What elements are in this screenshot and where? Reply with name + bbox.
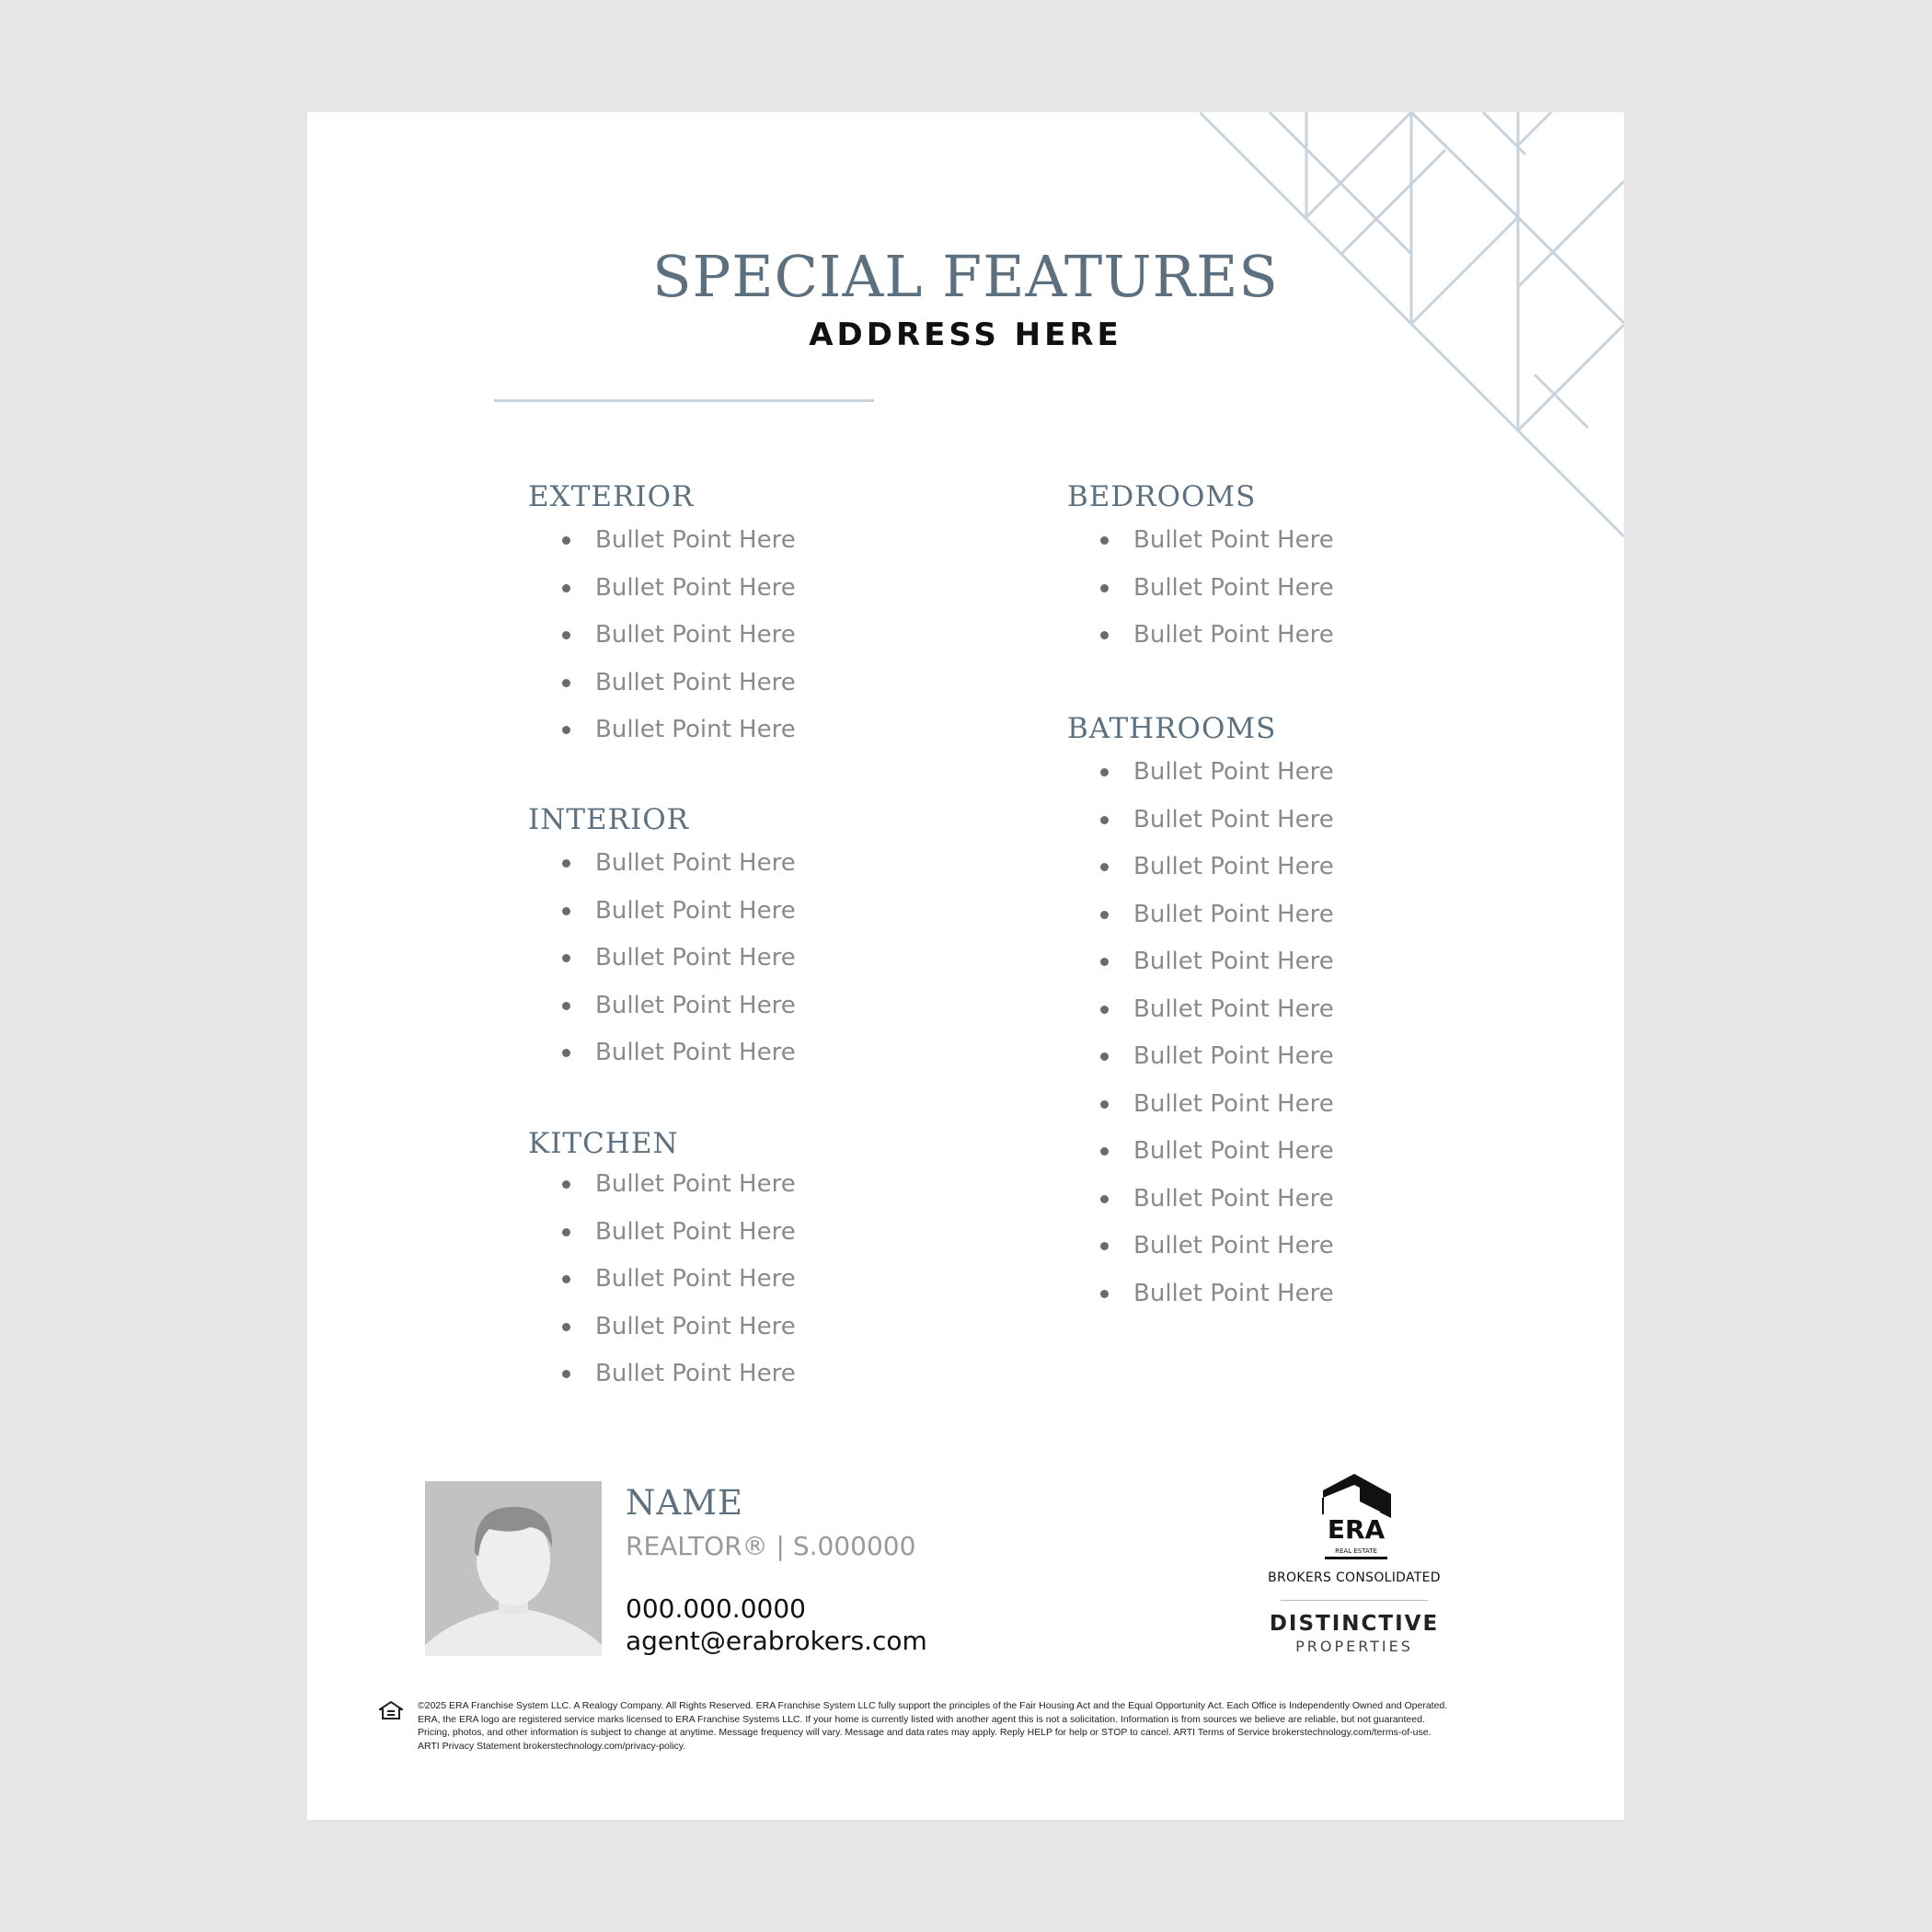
disclaimer-line: ERA, the ERA logo are registered service marks licensed to ERA Franchise Systems LLC. If your home is currently listed with another agent this is not a solicitation. Information is from sources we believe are reliable, but not guaranteed. bbox=[418, 1713, 1425, 1725]
era-logo-icon bbox=[1321, 1474, 1391, 1562]
list-item: Bullet Point Here bbox=[1100, 622, 1334, 670]
list-item: Bullet Point Here bbox=[1100, 902, 1334, 949]
agent-photo-placeholder bbox=[425, 1481, 602, 1656]
list-item: Bullet Point Here bbox=[562, 1219, 796, 1267]
list-item: Bullet Point Here bbox=[1100, 854, 1334, 902]
title-divider bbox=[494, 399, 874, 402]
page-title: SPECIAL FEATURES bbox=[652, 243, 1279, 310]
list-item: Bullet Point Here bbox=[562, 717, 796, 765]
bedrooms-heading: BEDROOMS bbox=[1067, 480, 1257, 513]
list-item: Bullet Point Here bbox=[1100, 949, 1334, 996]
list-item: Bullet Point Here bbox=[1100, 1186, 1334, 1234]
bathrooms-list bbox=[1100, 759, 1334, 1328]
list-item: Bullet Point Here bbox=[1100, 759, 1334, 807]
disclaimer-line: Pricing, photos, and other information is subject to change at anytime. Message frequency will vary. Message and data rates may apply. Reply HELP for help or STOP to cancel. ARTI Terms of Service brokerstechnology.com/terms-of-use. bbox=[418, 1727, 1432, 1738]
list-item: Bullet Point Here bbox=[562, 670, 796, 718]
bedrooms-list bbox=[1100, 527, 1334, 670]
era-logo-text: ERA bbox=[1327, 1514, 1386, 1545]
agent-name: NAME bbox=[626, 1483, 743, 1523]
agent-phone[interactable]: 000.000.0000 bbox=[626, 1593, 806, 1624]
list-item: Bullet Point Here bbox=[562, 1266, 796, 1314]
list-item: Bullet Point Here bbox=[562, 898, 796, 946]
kitchen-list bbox=[562, 1171, 796, 1409]
list-item: Bullet Point Here bbox=[562, 1171, 796, 1219]
brokerage-logo bbox=[1255, 1474, 1454, 1676]
legal-disclaimer bbox=[418, 1699, 1568, 1753]
property-address: ADDRESS HERE bbox=[809, 316, 1122, 353]
avatar-icon bbox=[425, 1481, 602, 1656]
list-item: Bullet Point Here bbox=[562, 622, 796, 670]
interior-list bbox=[562, 850, 796, 1087]
kitchen-heading: KITCHEN bbox=[528, 1127, 679, 1160]
properties-label: PROPERTIES bbox=[1295, 1638, 1413, 1655]
list-item: Bullet Point Here bbox=[1100, 1043, 1334, 1091]
list-item: Bullet Point Here bbox=[562, 945, 796, 993]
bathrooms-heading: BATHROOMS bbox=[1067, 712, 1277, 745]
equal-housing-icon bbox=[379, 1701, 403, 1721]
list-item: Bullet Point Here bbox=[1100, 575, 1334, 623]
agent-email[interactable]: agent@erabrokers.com bbox=[626, 1626, 927, 1656]
disclaimer-line: ARTI Privacy Statement brokerstechnology.com/privacy-policy. bbox=[418, 1740, 686, 1752]
flyer-page bbox=[307, 112, 1624, 1820]
list-item: Bullet Point Here bbox=[562, 993, 796, 1041]
list-item: Bullet Point Here bbox=[562, 527, 796, 575]
list-item: Bullet Point Here bbox=[1100, 527, 1334, 575]
interior-heading: INTERIOR bbox=[528, 803, 690, 836]
disclaimer-line: ©2025 ERA Franchise System LLC. A Realogy Company. All Rights Reserved. ERA Franchise System LLC fully support the principles of the Fair Housing Act and the Equal Opportunity Act. Each Office is Independently Owned and Operated. bbox=[418, 1700, 1448, 1711]
brokerage-name: BROKERS CONSOLIDATED bbox=[1268, 1570, 1441, 1585]
logo-divider bbox=[1281, 1600, 1428, 1601]
distinctive-label: DISTINCTIVE bbox=[1269, 1612, 1440, 1636]
list-item: Bullet Point Here bbox=[1100, 1281, 1334, 1328]
era-logo-subtext: REAL ESTATE bbox=[1335, 1547, 1377, 1555]
list-item: Bullet Point Here bbox=[562, 1314, 796, 1362]
list-item: Bullet Point Here bbox=[1100, 996, 1334, 1044]
exterior-list bbox=[562, 527, 796, 765]
list-item: Bullet Point Here bbox=[562, 1040, 796, 1087]
agent-title: REALTOR® | S.000000 bbox=[626, 1531, 916, 1561]
list-item: Bullet Point Here bbox=[1100, 1091, 1334, 1139]
list-item: Bullet Point Here bbox=[562, 575, 796, 623]
list-item: Bullet Point Here bbox=[1100, 807, 1334, 855]
exterior-heading: EXTERIOR bbox=[528, 480, 695, 513]
list-item: Bullet Point Here bbox=[1100, 1233, 1334, 1281]
list-item: Bullet Point Here bbox=[1100, 1138, 1334, 1186]
list-item: Bullet Point Here bbox=[562, 850, 796, 898]
list-item: Bullet Point Here bbox=[562, 1361, 796, 1409]
